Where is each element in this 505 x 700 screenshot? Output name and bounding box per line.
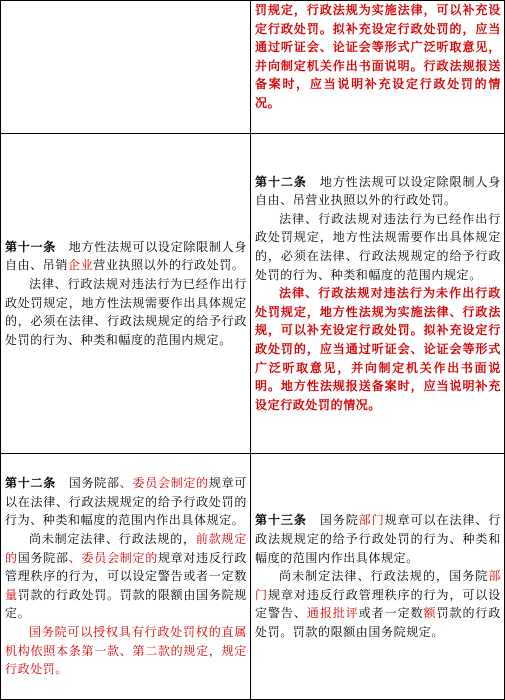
changed-text: 、委员会制定的 xyxy=(68,550,158,565)
row3-new-cell xyxy=(251,454,505,700)
changed-text: 量 xyxy=(5,587,18,602)
text-segment: 或者一定数 xyxy=(358,606,424,621)
changed-text: 部门 xyxy=(358,513,385,528)
table-row xyxy=(1,454,505,700)
table-row xyxy=(1,134,505,454)
article-number: 第十三条 xyxy=(255,513,307,528)
article-12-old-p3: 国务院可以授权具有行政处罚权的直属机构依照本条第一款、第二款的规定，规定行政处罚。 xyxy=(5,624,247,677)
article-number: 第十一条 xyxy=(5,239,56,254)
text-segment: 罚款的行政处罚。罚款的限额由国务院规定。 xyxy=(5,587,247,621)
row3-old-cell xyxy=(1,454,251,700)
text-segment: 国务院 xyxy=(319,513,359,528)
table-row xyxy=(1,1,505,134)
changed-text: 、委员会制定的 xyxy=(119,476,209,491)
row1-new-cell xyxy=(251,1,505,134)
article-12-new-p3: 法律、行政法规对违法行为未作出行政处罚规定，地方性法规为实施法律、行政法规，可以补充设定行政处罚。拟补充设定行政处罚的，应当通过听证会、论证会等形式广泛听取意见，并向制定机关作出书面说明。地方性法规报送备案时，应当说明补充设定行政处罚的情况。 xyxy=(255,286,501,412)
text-segment: 规章对违反行政管理秩序的行为，可以设定警告或者一定数 xyxy=(5,550,247,584)
text-segment: 罚款的行政处罚。罚款的限额由国务院规定。 xyxy=(255,606,501,639)
changed-text: 通报批评 xyxy=(306,606,359,621)
text-segment: 尚未制定法律、行政法规的，国务院 xyxy=(279,569,489,584)
text-segment: 规章可以在法律、行政法规规定的给予行政处罚的行为、种类和幅度的范围内作出具体规定。 xyxy=(255,513,501,565)
article-13-p1 xyxy=(255,511,501,567)
text-segment: 规章对违反行政管理秩序的行为，可以设定警告、 xyxy=(255,587,501,621)
article-12-old-p2 xyxy=(5,530,247,623)
text-segment: 地方性法规可以设定除限制人身自由、吊营业执照以外的行政处罚。 xyxy=(255,174,501,208)
text-segment: 国务院部 xyxy=(68,476,120,491)
changed-text: 额 xyxy=(423,606,437,621)
article-12-new-p2: 法律、行政法规对违法行为已经作出行政处罚规定，地方性法规需要作出具体规定的，必须在法律、行政法规规定的给予行政处罚的行为、种类和幅度的范围内规定。 xyxy=(255,211,501,282)
inserted-text: 企业 xyxy=(68,258,94,273)
article-number: 第十二条 xyxy=(255,174,307,189)
article-12-new-p1 xyxy=(255,173,501,210)
text-segment: 国务院部 xyxy=(17,550,69,565)
article-11-p1 xyxy=(5,238,247,275)
text-segment: 地方性法规可以设定除限制人身自由、吊销 xyxy=(5,239,247,273)
text-segment: 营业执照以外的行政处罚。 xyxy=(93,258,245,273)
article-11-p2: 法律、行政法规对违法行为已经作出行政处罚规定，地方性法规需要作出具体规定的，必须在法律、行政法规规定的给予行政处罚的行为、种类和幅度的范围内规定。 xyxy=(5,276,247,347)
changed-text: 部门 xyxy=(255,569,501,602)
row1-old-cell xyxy=(1,1,251,134)
article-13-p2 xyxy=(255,567,501,641)
text-segment: 尚未制定法律、行政法规的， xyxy=(29,532,196,547)
row2-old-cell xyxy=(1,134,251,454)
text-segment: 规章可以在法律、行政法规规定的给予行政处罚的行为、种类和幅度的范围内作出具体规定。 xyxy=(5,476,248,528)
article-12-old-p1 xyxy=(5,474,247,530)
changed-text: 前款规定的 xyxy=(5,532,247,565)
article-number: 第十二条 xyxy=(5,476,56,491)
row1-new-paragraph: 罚规定，行政法规为实施法律，可以补充设定行政处罚。拟补充设定行政处罚的，应当通过听证会、论证会等形式广泛听取意见，并向制定机关作出书面说明。行政法规报送备案时，应当说明补充设定行政处罚的情况。 xyxy=(255,3,501,110)
row2-new-cell xyxy=(251,134,505,454)
